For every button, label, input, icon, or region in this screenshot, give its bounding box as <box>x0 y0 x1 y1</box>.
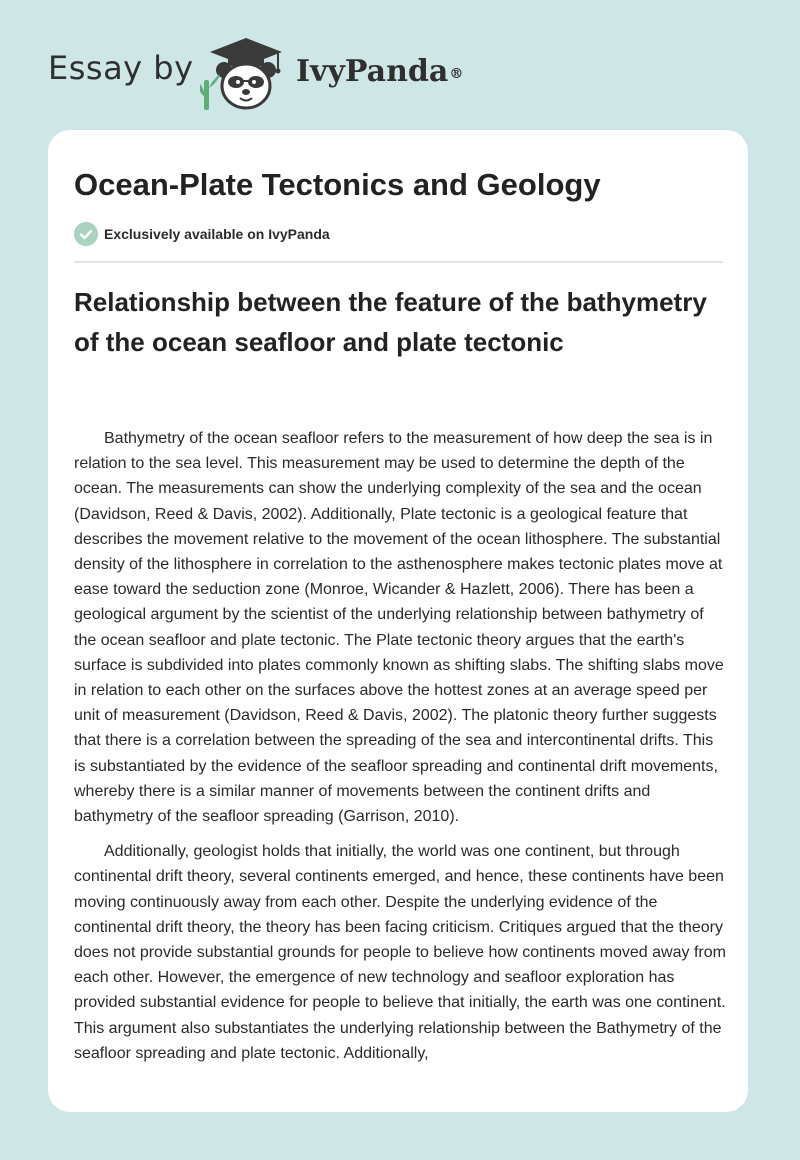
panda-graduate-icon[interactable] <box>200 36 292 112</box>
essay-card <box>48 130 748 1112</box>
paragraph: Additionally, geologist holds that initially, the world was one continent, but through continental drift theory, several continents emerged, and hence, these continents have been moving continuously away from each other. Despite the underlying evidence of the continental drift theory, the theory has been facing criticism. Critiques argued that the theory does not provide substantial grounds for people to believe how continents moved away from each other. However, the emergence of new technology and seafloor exploration has provided substantial evidence for people to believe that initially, the earth was one continent. This argument also substantiates the underlying relationship between the Bathymetry of the seafloor spreading and plate tectonic. Additionally, <box>74 843 726 1062</box>
check-circle-icon <box>74 222 98 246</box>
site-header <box>0 0 800 130</box>
page-title: Ocean-Plate Tectonics and Geology <box>74 167 601 202</box>
registered-mark: ® <box>449 66 464 82</box>
availability-badge <box>74 222 330 246</box>
paragraph: Bathymetry of the ocean seafloor refers to the measurement of how deep the sea is in relation to the sea level. This measurement may be used to determine the depth of the ocean. The measurements can show the underlying complexity of the sea and the ocean (Davidson, Reed & Davis, 2002). Additionally, Plate tectonic is a geological feature that describes the movement relative to the movement of the ocean lithosphere. The substantial density of the lithosphere in correlation to the asthenosphere makes tectonic plates move at ease toward the seduction zone (Monroe, Wicander & Hazlett, 2006). There has been a geological argument by the scientist of the underlying relationship between bathymetry of the ocean seafloor and plate tectonic. The Plate tectonic theory argues that the earth's surface is subdivided into plates commonly known as shifting slabs. The shifting slabs move in relation to each other on the surfaces above the hottest zones at an average speed per unit of measurement (Davidson, Reed & Davis, 2002). The platonic theory further suggests that there is a correlation between the spreading of the sea and intercontinental drifts. This is substantiated by the evidence of the seafloor spreading and continental drift movements, whereby there is a similar manner of movements between the continent drifts and bathymetry of the seafloor spreading (Garrison, 2010). <box>74 430 724 826</box>
title-divider <box>74 261 723 263</box>
brand-prefix: Essay by <box>48 49 194 87</box>
brand-name[interactable]: IvyPanda® <box>296 54 464 89</box>
section-heading: Relationship between the feature of the bathymetry of the ocean seafloor and plate tectonic <box>74 287 707 357</box>
availability-text: Exclusively available on IvyPanda <box>104 226 330 242</box>
essay-body <box>74 426 726 1076</box>
